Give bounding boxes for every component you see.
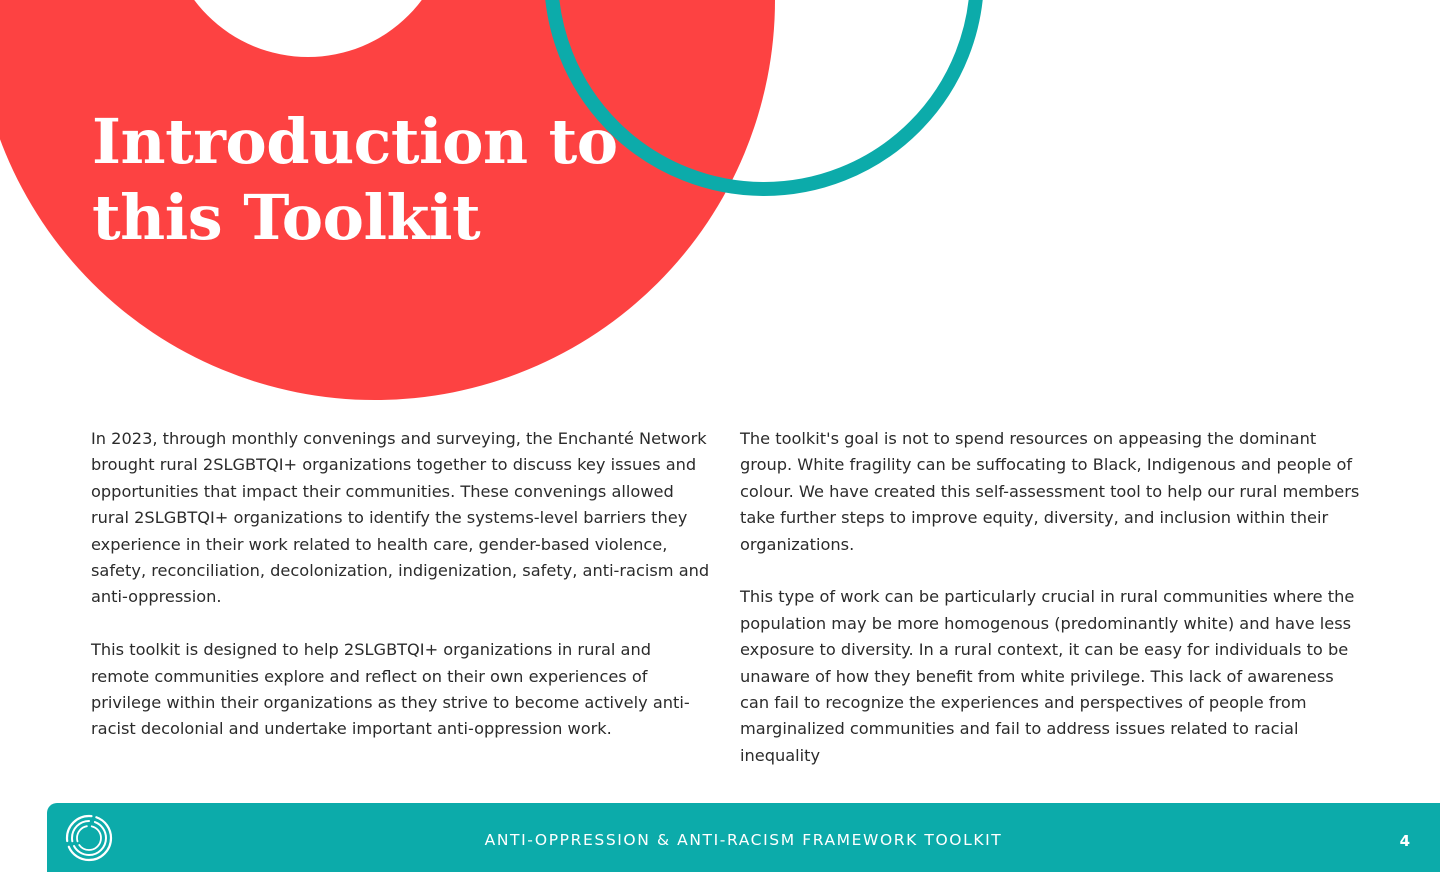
body-paragraph: The toolkit's goal is not to spend resources on appeasing the dominant group. White fragility can be suffocating to Black, Indigenous and people of colour. We have created this self-assessment tool to help our rural members take further steps to improve equity, diversity, and inclusion within their organizations. <box>740 429 1360 554</box>
page-title-line-2: this Toolkit <box>92 181 481 254</box>
body-column-right <box>740 426 1360 796</box>
page-number: 4 <box>1399 832 1410 850</box>
footer-title: ANTI-OPPRESSION & ANTI-RACISM FRAMEWORK TOOLKIT <box>484 831 1003 849</box>
footer-bar <box>47 803 1440 872</box>
page-title <box>92 104 618 256</box>
page-title-line-1: Introduction to <box>92 105 618 178</box>
body-column-left <box>91 426 711 769</box>
body-paragraph: This type of work can be particularly crucial in rural communities where the population may be more homogenous (predominantly white) and have less exposure to diversity. In a rural context, it can be easy for individuals to be unaware of how they benefit from white privilege. This lack of awareness can fail to recognize the experiences and perspectives of people from marginalized communities and fail to address issues related to racial inequality <box>740 587 1355 765</box>
body-paragraph: In 2023, through monthly convenings and surveying, the Enchanté Network brought rural 2SLGBTQI+ organizations together to discuss key issues and opportunities that impact their communities. These convenings allowed rural 2SLGBTQI+ organizations to identify the systems-level barriers they experience in their work related to health care, gender-based violence, safety, reconciliation, decolonization, indigenization, safety, anti-racism and anti-oppression. <box>91 429 710 607</box>
body-paragraph: This toolkit is designed to help 2SLGBTQI+ organizations in rural and remote communities explore and reflect on their own experiences of privilege within their organizations as they strive to become actively anti-racist decolonial and undertake important anti-oppression work. <box>91 640 690 739</box>
